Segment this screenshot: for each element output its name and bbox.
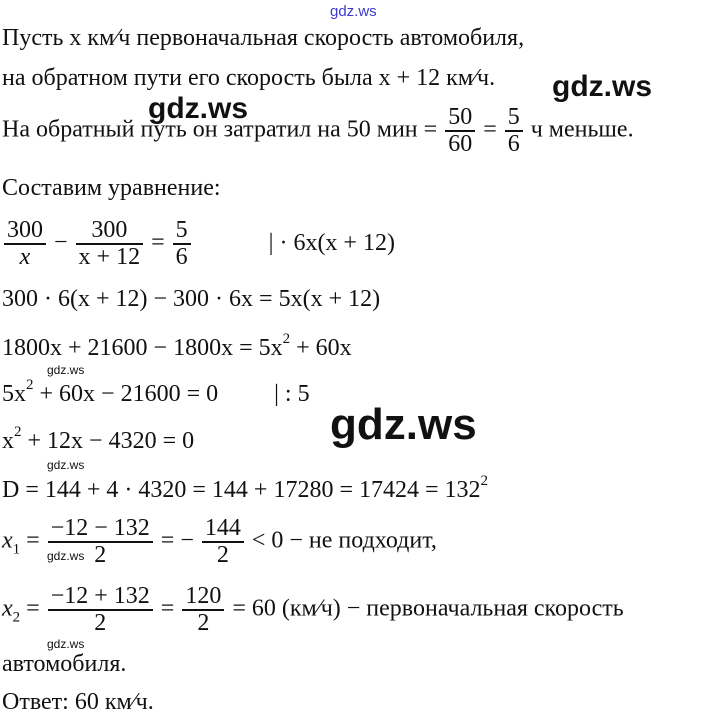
- numerator: 300: [91, 217, 128, 243]
- text: + 60x: [290, 335, 352, 361]
- denominator: 2: [48, 541, 153, 568]
- denominator: 2: [202, 541, 244, 568]
- watermark-small: gdz.ws: [47, 458, 85, 472]
- equals: =: [483, 116, 497, 143]
- text: ч меньше.: [530, 116, 634, 143]
- watermark: gdz.ws: [330, 400, 477, 449]
- numerator: 50: [448, 104, 473, 130]
- exponent: 2: [480, 473, 489, 489]
- equation-step-4: [2, 378, 310, 406]
- line-return-speed: на обратном пути его скорость была x + 12 км⁄ч.: [2, 65, 496, 91]
- equals: =: [20, 595, 40, 622]
- denominator: 6: [505, 130, 523, 157]
- discriminant-line: [2, 474, 488, 502]
- minus: −: [54, 229, 68, 256]
- fraction: [48, 584, 153, 636]
- watermark-small: gdz.ws: [47, 637, 85, 651]
- equals-minus: = −: [160, 527, 194, 554]
- denominator: 60: [445, 130, 475, 157]
- numerator: −12 − 132: [50, 515, 150, 541]
- text: 5x: [2, 381, 26, 407]
- multiplier-note: | · 6x(x + 12): [268, 229, 395, 256]
- line-answer: Ответ: 60 км⁄ч.: [2, 689, 154, 715]
- watermark: gdz.ws: [148, 92, 249, 125]
- exponent: 2: [282, 331, 291, 347]
- denominator: x + 12: [76, 243, 144, 270]
- denominator: 2: [48, 609, 153, 636]
- text: = 60 (км⁄ч) − первоначальная скорость: [232, 595, 624, 622]
- text: 1800x + 21600 − 1800x = 5x: [2, 335, 283, 361]
- line-intro: Пусть x км⁄ч первоначальная скорость автомобиля,: [2, 25, 525, 51]
- numerator: −12 + 132: [50, 583, 150, 609]
- watermark-small: gdz.ws: [47, 363, 85, 377]
- equation-main: [2, 218, 395, 270]
- fraction-50-60: [445, 105, 475, 157]
- root-2-line: [2, 584, 624, 636]
- denominator: 2: [182, 609, 224, 636]
- text: На обратный путь он затратил на 50 мин =: [2, 116, 438, 143]
- fraction: [173, 218, 191, 270]
- fraction: [202, 516, 244, 568]
- text: < 0 − не подходит,: [251, 527, 437, 554]
- numerator: 5: [507, 104, 520, 130]
- denominator: x: [4, 243, 46, 270]
- text: x: [2, 428, 14, 454]
- equation-step-2: 300 · 6(x + 12) − 300 · 6x = 5x(x + 12): [2, 286, 381, 312]
- text: + 12x − 4320 = 0: [21, 428, 195, 454]
- line-car: автомобиля.: [2, 651, 127, 677]
- watermark-top: gdz.ws: [330, 3, 377, 20]
- text: + 60x − 21600 = 0: [33, 381, 219, 407]
- denominator: 6: [173, 243, 191, 270]
- subscript: 1: [12, 541, 21, 558]
- line-compose-equation: Составим уравнение:: [2, 175, 221, 201]
- text: D = 144 + 4 · 4320 = 144 + 17280 = 17424 = 132: [2, 477, 481, 503]
- numerator: 5: [175, 217, 188, 243]
- line-time-difference: [2, 105, 634, 157]
- equals: =: [20, 527, 40, 554]
- subscript: 2: [12, 609, 21, 626]
- numerator: 120: [185, 583, 222, 609]
- equation-step-3: [2, 332, 352, 360]
- numerator: 144: [204, 515, 241, 541]
- fraction: [4, 218, 46, 270]
- divisor-note: | : 5: [274, 381, 310, 407]
- fraction: [182, 584, 224, 636]
- numerator: 300: [7, 217, 43, 243]
- variable: x: [2, 595, 13, 622]
- equals: =: [160, 595, 175, 622]
- fraction-5-6: [505, 105, 523, 157]
- equation-step-5: [2, 425, 194, 453]
- watermark: gdz.ws: [552, 70, 653, 103]
- exponent: 2: [14, 424, 22, 440]
- variable: x: [2, 527, 13, 554]
- watermark-small: gdz.ws: [47, 549, 85, 563]
- fraction: [76, 218, 144, 270]
- equals: =: [151, 229, 165, 256]
- exponent: 2: [26, 377, 34, 393]
